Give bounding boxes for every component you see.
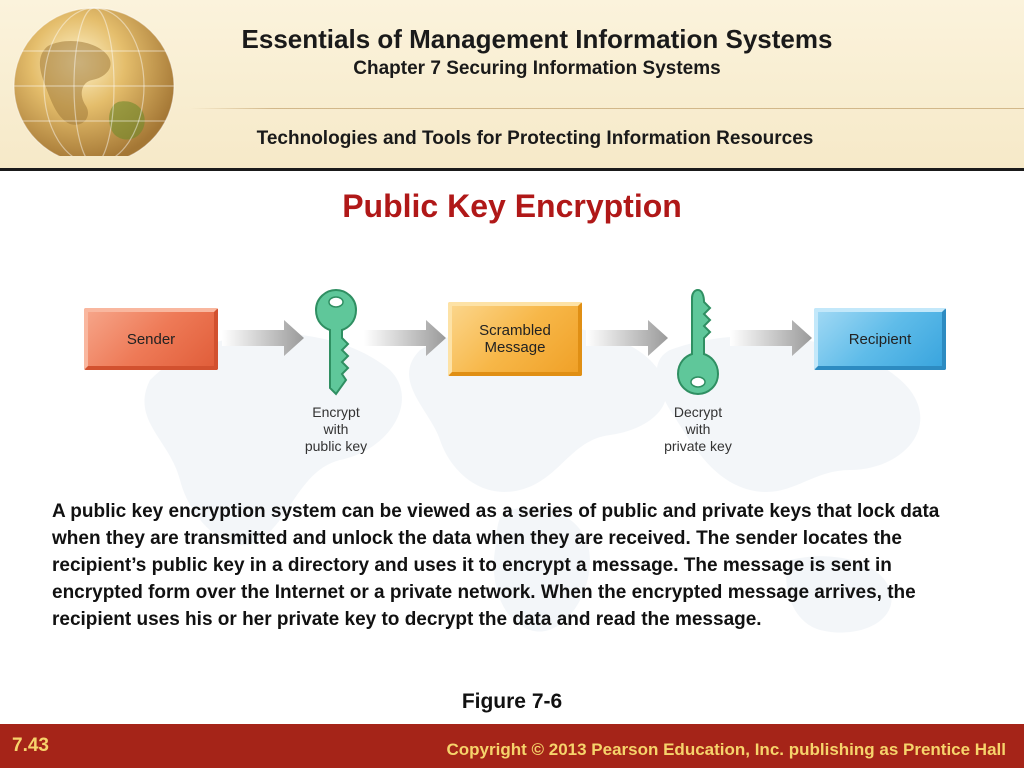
slide-footer [0,724,1024,768]
encryption-diagram [0,280,1024,470]
arrow-right-icon [364,320,446,356]
copyright-text: Copyright © 2013 Pearson Education, Inc. publishing as Prentice Hall [446,740,1006,759]
chapter-title: Chapter 7 Securing Information Systems [353,58,721,79]
header-divider [190,108,1024,109]
description-text: A public key encryption system can be viewed as a series of public and private keys that lock data when they are transmitted and unlock the data when they are received. The sender locates the recipient’s public key in a directory and uses it to encrypt a message. The message is sent in encrypted form over the Internet or a private network. When the encrypted message arrives, the recipient uses his or her private key to decrypt the data and read the message. [52,501,940,630]
slide-title: Public Key Encryption [342,188,682,224]
scrambled-message-box: Scrambled Message [448,302,582,376]
private-key-icon [674,288,722,396]
encrypt-label: Encrypt with public key [304,404,368,454]
recipient-box: Recipient [814,308,946,370]
slide-header [0,0,1024,170]
decrypt-label: Decrypt with private key [664,404,732,454]
figure-label: Figure 7-6 [461,690,563,713]
sender-box: Sender [84,308,218,370]
arrow-right-icon [730,320,812,356]
public-key-icon [312,288,360,396]
page-number: 7.43 [12,735,49,756]
globe-icon [8,6,176,156]
course-title: Essentials of Management Information Systems [241,24,833,54]
header-rule [0,168,1024,171]
section-title: Technologies and Tools for Protecting Information Resources [256,128,814,149]
arrow-right-icon [586,320,668,356]
arrow-right-icon [222,320,304,356]
